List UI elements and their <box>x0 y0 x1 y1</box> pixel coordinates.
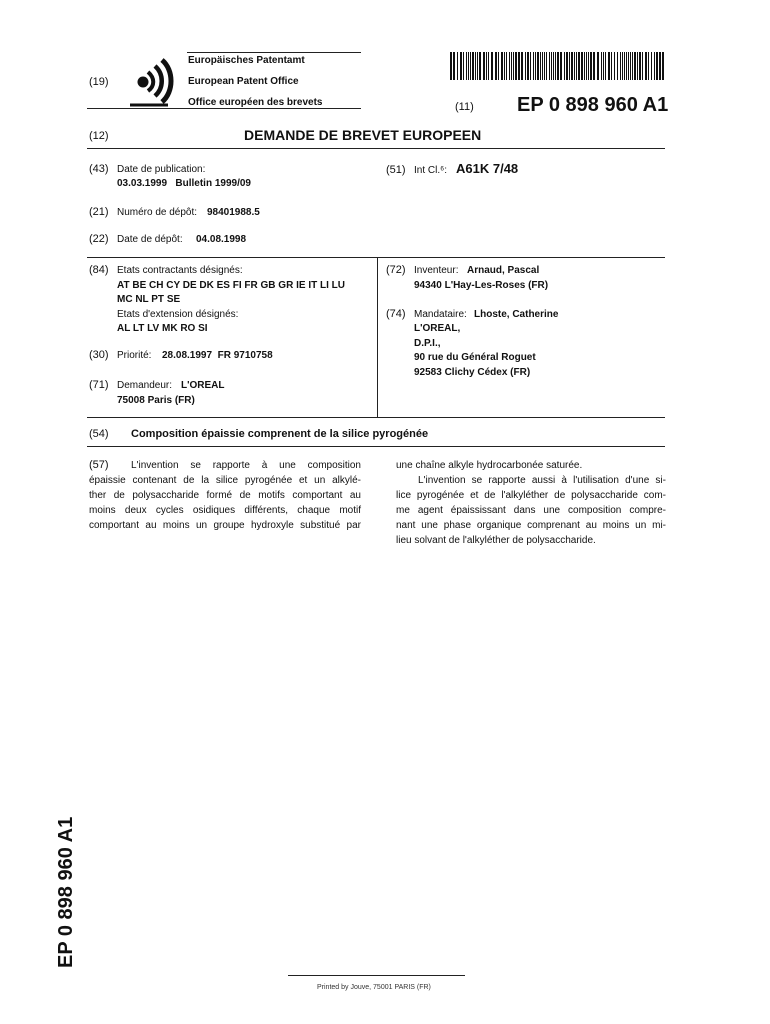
representative-line2: D.P.I., <box>414 338 441 349</box>
footer-rule <box>288 975 465 976</box>
barcode-bar <box>642 52 643 80</box>
barcode-bar <box>590 52 592 80</box>
barcode-bar <box>654 52 655 80</box>
barcode-bar <box>535 52 536 80</box>
applicant-label: Demandeur: <box>117 380 173 391</box>
abstract-left-line: comportant au moins un groupe hydroxyle substitué par <box>89 520 361 531</box>
document-title: DEMANDE DE BREVET EUROPEEN <box>244 127 482 143</box>
barcode-bar <box>601 52 602 80</box>
designated-states-line1: AT BE CH CY DE DK ES FI FR GB GR IE IT LI LU <box>117 280 345 291</box>
inventor-name: Arnaud, Pascal <box>467 265 540 276</box>
inid-code-21: (21) <box>89 206 109 218</box>
barcode-bar <box>511 52 512 80</box>
barcode-bar <box>564 52 565 80</box>
office-name-de: Europäisches Patentamt <box>188 55 305 66</box>
abstract-right-line: me agent épaississant dans une composition compre- <box>396 505 666 516</box>
barcode-bar <box>501 52 503 80</box>
filing-number-value: 98401988.5 <box>207 207 260 218</box>
barcode-bar <box>571 52 573 80</box>
publication-number: EP 0 898 960 A1 <box>517 94 669 116</box>
barcode-bar <box>546 52 547 80</box>
barcode-bar <box>603 52 604 80</box>
inid-code-84: (84) <box>89 264 109 276</box>
barcode-bar <box>605 52 606 80</box>
barcode-bar <box>513 52 514 80</box>
barcode-bar <box>544 52 545 80</box>
inid-code-43: (43) <box>89 163 109 175</box>
barcode-bar <box>637 52 638 80</box>
barcode-bar <box>614 52 615 80</box>
inid-code-51: (51) <box>386 164 406 176</box>
barcode-bar <box>608 52 610 80</box>
barcode-bar <box>588 52 589 80</box>
title54-rule <box>87 446 665 447</box>
designated-states-line2: MC NL PT SE <box>117 294 181 305</box>
barcode-bar <box>491 52 493 80</box>
barcode-bar <box>656 52 658 80</box>
publication-date-label: Date de publication: <box>117 164 206 175</box>
barcode-bar <box>472 52 474 80</box>
applicant-name: L'OREAL <box>181 380 225 391</box>
barcode-bar <box>662 52 664 80</box>
office-name-en: European Patent Office <box>188 76 299 87</box>
barcode-bar <box>622 52 623 80</box>
inid-code-72: (72) <box>386 264 406 276</box>
barcode-bar <box>525 52 526 80</box>
priority-label: Priorité: <box>117 350 152 361</box>
representative-line3: 90 rue du Général Roguet <box>414 352 536 363</box>
filing-date-value: 04.08.1998 <box>196 234 247 245</box>
barcode-bar <box>551 52 552 80</box>
representative-line4: 92583 Clichy Cédex (FR) <box>414 367 531 378</box>
designated-states-label: Etats contractants désignés: <box>117 265 243 276</box>
inid-code-11: (11) <box>455 101 474 113</box>
applicant-address: 75008 Paris (FR) <box>117 395 195 406</box>
barcode <box>450 52 666 80</box>
barcode-bar <box>460 52 462 80</box>
barcode-bar <box>504 52 505 80</box>
invention-title: Composition épaissie comprenent de la silice pyrogénée <box>131 428 429 440</box>
barcode-bar <box>537 52 539 80</box>
abstract-right-line: lieu solvant de l'alkyléther de polysaccharide. <box>396 535 596 546</box>
filing-number-label: Numéro de dépôt: <box>117 207 198 218</box>
barcode-bar <box>506 52 507 80</box>
barcode-bar <box>457 52 458 80</box>
barcode-bar <box>659 52 661 80</box>
barcode-bar <box>566 52 568 80</box>
inventor-label: Inventeur: <box>414 265 459 276</box>
barcode-bar <box>542 52 543 80</box>
barcode-bar <box>553 52 554 80</box>
barcode-bar <box>495 52 497 80</box>
barcode-bar <box>479 52 481 80</box>
epo-logo <box>128 56 176 108</box>
title-rule <box>87 148 665 149</box>
barcode-bar <box>578 52 580 80</box>
header-top-rule <box>187 52 361 53</box>
barcode-bar <box>463 52 464 80</box>
barcode-bar <box>560 52 562 80</box>
barcode-bar <box>486 52 487 80</box>
inventor-address: 94340 L'Hay-Les-Roses (FR) <box>414 280 549 291</box>
barcode-bar <box>574 52 575 80</box>
barcode-bar <box>509 52 510 80</box>
side-publication-number: EP 0 898 960 A1 <box>55 816 77 968</box>
abstract-left-line: L'invention se rapporte à une composition <box>131 460 361 471</box>
filing-date-label: Date de dépôt: <box>117 234 183 245</box>
inid-code-71: (71) <box>89 379 109 391</box>
barcode-bar <box>651 52 652 80</box>
barcode-bar <box>569 52 570 80</box>
office-name-fr: Office européen des brevets <box>188 97 323 108</box>
int-cl-value: A61K 7/48 <box>456 161 519 176</box>
abstract-left-line: moins deux cycles osidiques différents, chaque motif <box>89 505 361 516</box>
abstract-right-line: L'invention se rapporte aussi à l'utilisation d'une si- <box>418 475 666 486</box>
priority-value: 28.08.1997 FR 9710758 <box>162 350 273 361</box>
int-cl-label: Int Cl.⁶: <box>414 165 448 176</box>
printer-note: Printed by Jouve, 75001 PARIS (FR) <box>317 984 431 991</box>
barcode-bar <box>576 52 577 80</box>
representative-name: Lhoste, Catherine <box>474 309 559 320</box>
barcode-bar <box>586 52 587 80</box>
header-office-rule <box>87 108 361 109</box>
barcode-bar <box>453 52 455 80</box>
abstract-left-line: épaissie contenant de la silice pyrogénée et un alkylé- <box>89 475 361 486</box>
extension-states-label: Etats d'extension désignés: <box>117 309 239 320</box>
barcode-bar <box>470 52 471 80</box>
barcode-bar <box>597 52 599 80</box>
barcode-bar <box>581 52 583 80</box>
barcode-bar <box>540 52 541 80</box>
inid-code-22: (22) <box>89 233 109 245</box>
barcode-bar <box>477 52 478 80</box>
abstract-right-line: lice pyrogénée et de l'alkyléther de polysaccharide com- <box>396 490 666 501</box>
barcode-bar <box>626 52 627 80</box>
barcode-bar <box>584 52 585 80</box>
barcode-bar <box>611 52 612 80</box>
barcode-bar <box>632 52 633 80</box>
barcode-bar <box>468 52 469 80</box>
barcode-bar <box>624 52 625 80</box>
barcode-bar <box>533 52 534 80</box>
representative-label: Mandataire: <box>414 309 467 320</box>
barcode-bar <box>521 52 523 80</box>
barcode-bar <box>593 52 595 80</box>
barcode-bar <box>620 52 621 80</box>
barcode-bar <box>450 52 452 80</box>
abstract-right-line: une chaîne alkyle hydrocarbonée saturée. <box>396 460 583 471</box>
barcode-bar <box>645 52 647 80</box>
abstract-left-line: ther de polysaccharide formé de motifs comportant au <box>89 490 361 501</box>
barcode-bar <box>630 52 631 80</box>
barcode-bar <box>483 52 485 80</box>
barcode-bar <box>488 52 489 80</box>
inid-code-12: (12) <box>89 130 109 142</box>
barcode-bar <box>617 52 618 80</box>
inid-code-54: (54) <box>89 428 109 440</box>
inid-code-19: (19) <box>89 76 109 88</box>
biblio-table-divider <box>377 257 378 417</box>
abstract-right-line: nant une phase organique comprenant au moins un mi- <box>396 520 666 531</box>
representative-line1: L'OREAL, <box>414 323 461 334</box>
inid-code-74: (74) <box>386 308 406 320</box>
barcode-bar <box>527 52 529 80</box>
barcode-bar <box>639 52 641 80</box>
biblio-table-bottom-rule <box>87 417 665 418</box>
inid-code-30: (30) <box>89 349 109 361</box>
barcode-bar <box>518 52 520 80</box>
barcode-bar <box>557 52 559 80</box>
barcode-bar <box>530 52 531 80</box>
barcode-bar <box>515 52 517 80</box>
barcode-bar <box>555 52 556 80</box>
extension-states-value: AL LT LV MK RO SI <box>117 323 208 334</box>
barcode-bar <box>498 52 499 80</box>
barcode-bar <box>466 52 467 80</box>
barcode-bar <box>634 52 636 80</box>
biblio-table-top-rule <box>87 257 665 258</box>
barcode-bar <box>648 52 649 80</box>
inid-code-57: (57) <box>89 459 109 471</box>
barcode-bar <box>628 52 629 80</box>
barcode-bar <box>549 52 550 80</box>
barcode-bar <box>475 52 476 80</box>
publication-date-value: 03.03.1999 Bulletin 1999/09 <box>117 178 251 189</box>
